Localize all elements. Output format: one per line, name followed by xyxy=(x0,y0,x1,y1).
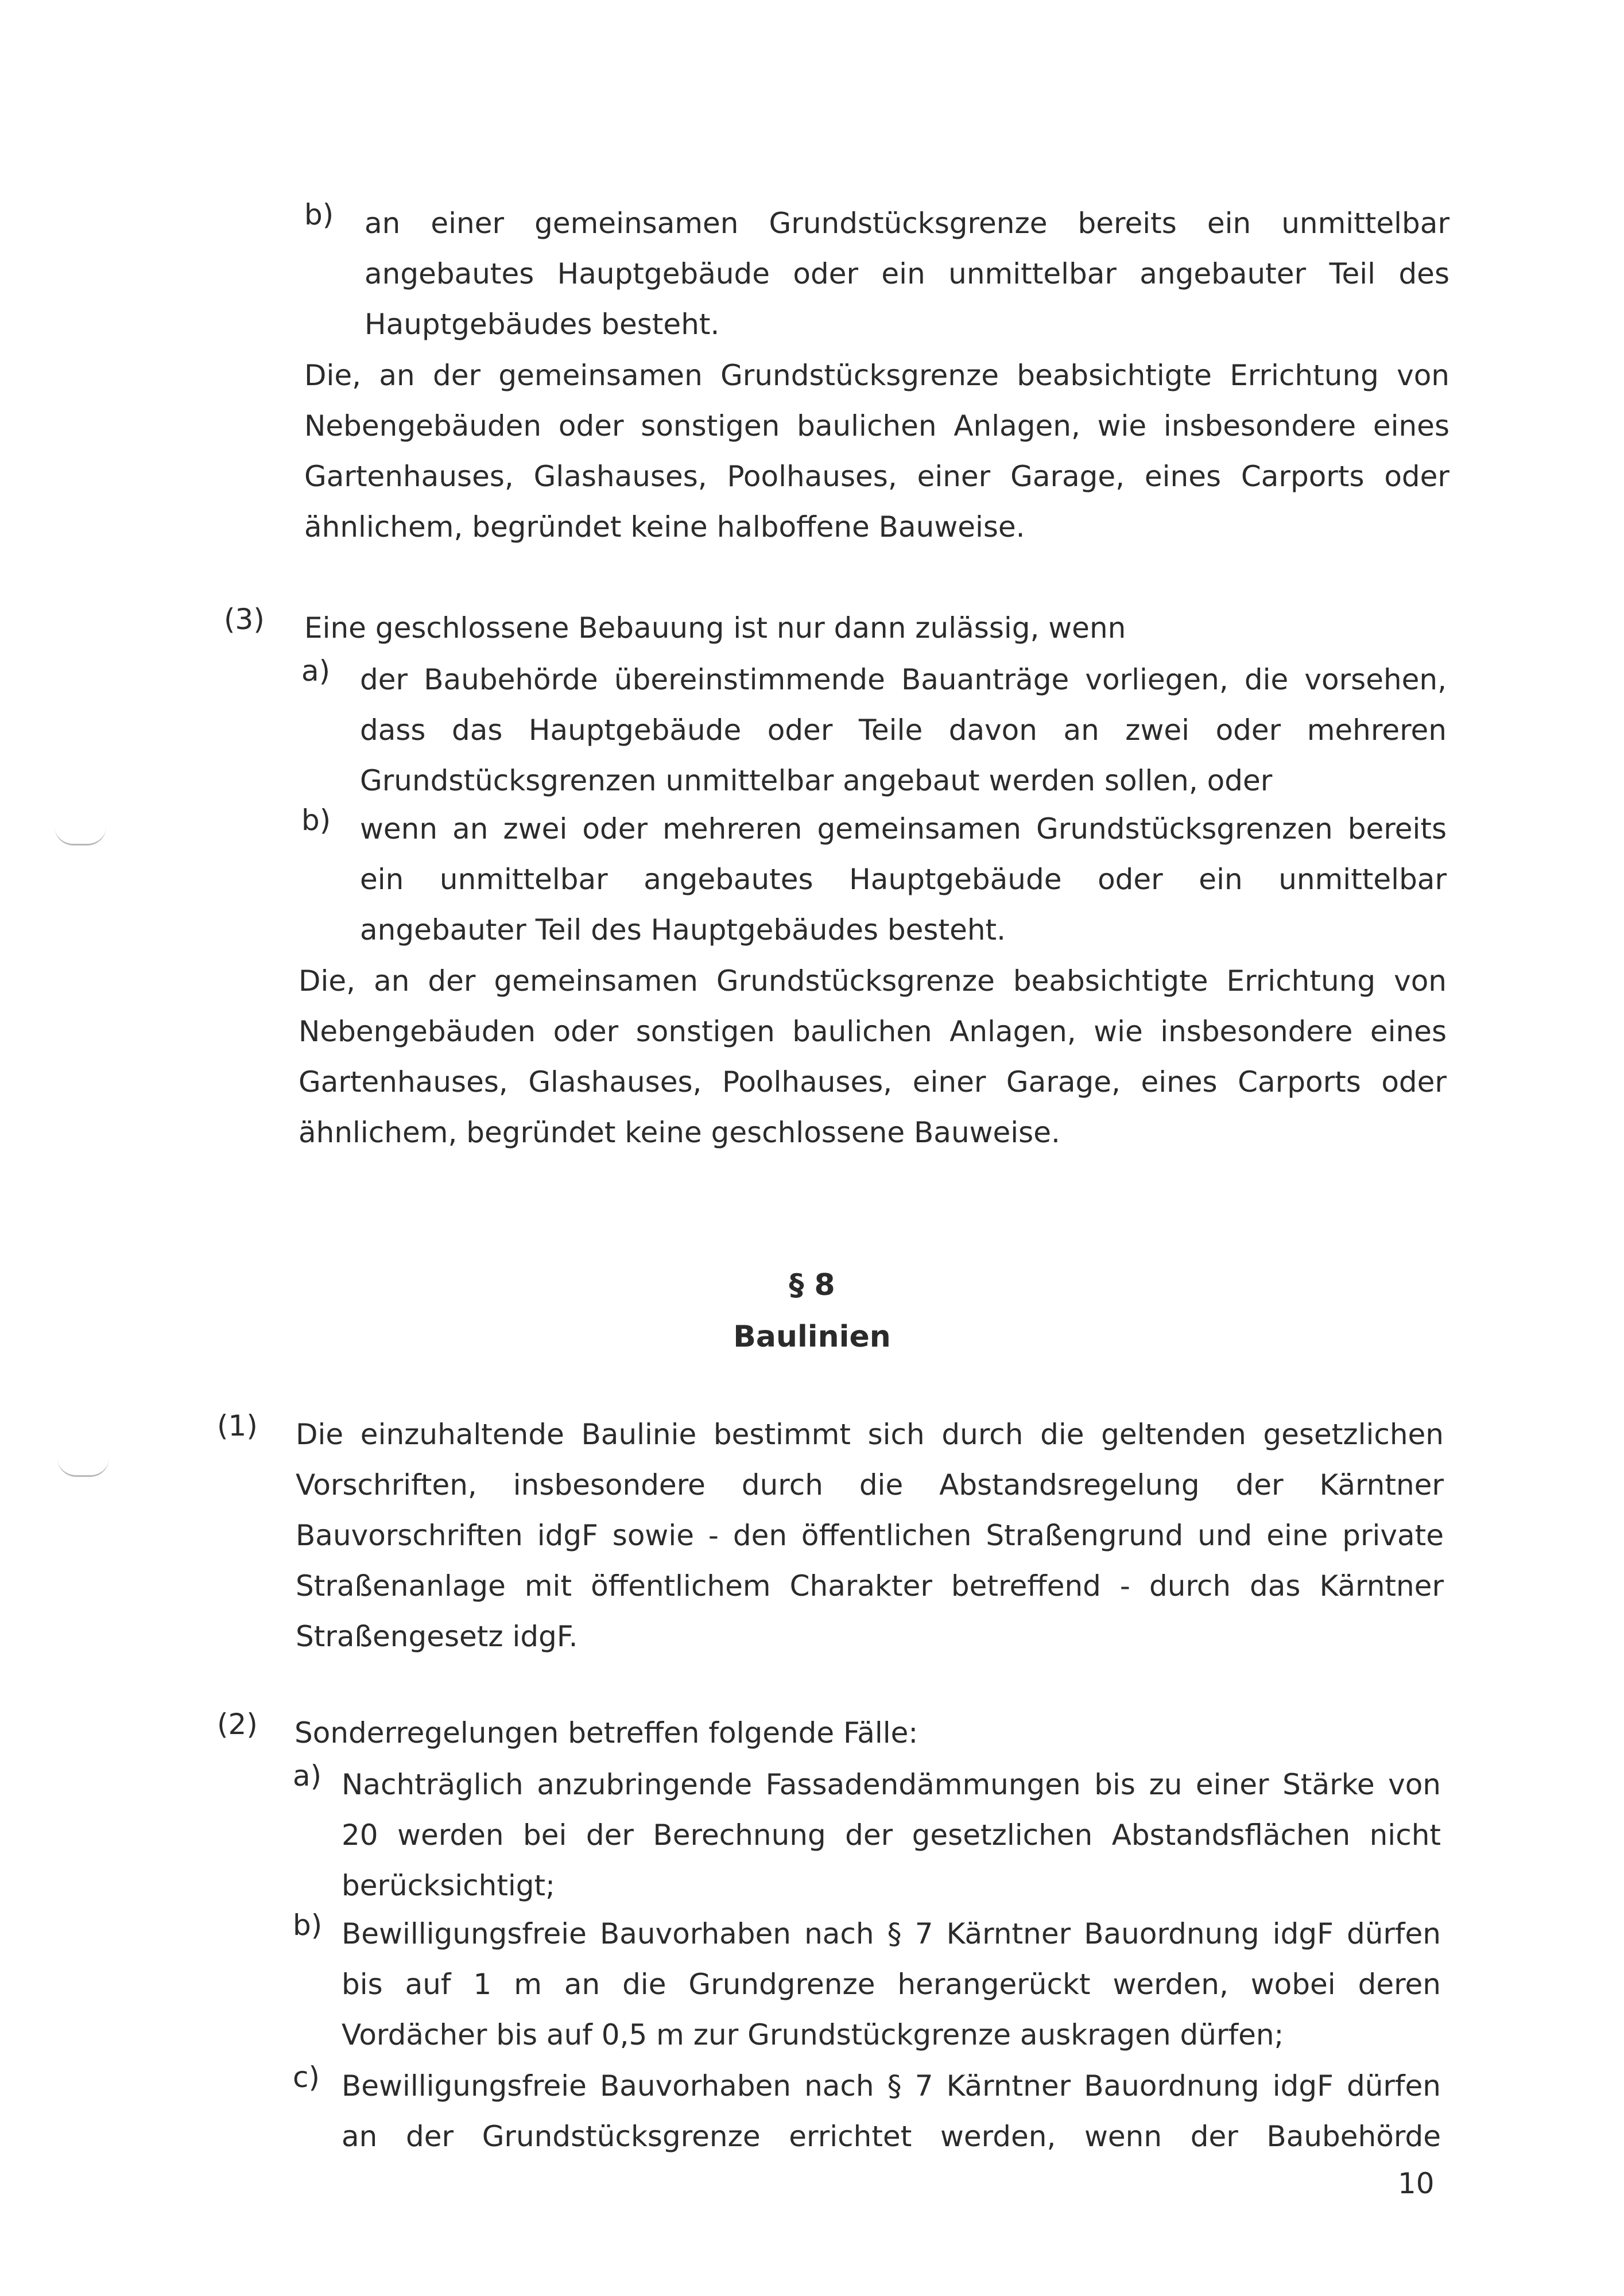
list-item-sec7-3b xyxy=(301,804,1447,955)
list-marker: c) xyxy=(293,2061,320,2094)
scan-mark-upper xyxy=(55,827,106,846)
list-item-sec7-b xyxy=(304,198,1449,350)
list-marker: b) xyxy=(304,198,334,231)
list-item-sec8-2c xyxy=(293,2061,1441,2162)
paragraph-intro: Eine geschlossene Bebauung ist nur dann zulässig, wenn xyxy=(304,611,1126,645)
paragraph-text: Die einzuhaltende Baulinie bestimmt sich durch die geltenden gesetzlichen Vorschriften, insbesondere durch die Abstandsregelung der Kärntner Bauvorschriften idgF sowie - den öffentlichen Straßengrund und eine private Straßenanlage mit öffentlichem Charakter betreffend - durch das Kärntner Straßengesetz idgF. xyxy=(296,1418,1444,1653)
list-item-text: Bewilligungsfreie Bauvorhaben nach § 7 Kärntner Bauordnung idgF dürfen bis auf 1 m an die Grundgrenze herangerückt werden, wobei deren Vordächer bis auf 0,5 m zur Grundstückgrenze auskragen dürfen; xyxy=(342,1917,1441,2051)
list-item-text: Bewilligungsfreie Bauvorhaben nach § 7 Kärntner Bauordnung idgF dürfen an der Grundstücksgrenze errichtet werden, wenn der Baubehörde xyxy=(342,2069,1441,2153)
paragraph-marker: (1) xyxy=(217,1409,258,1442)
paragraph-marker: (2) xyxy=(217,1708,258,1741)
list-item-sec8-2a xyxy=(293,1759,1441,1911)
page-number: 10 xyxy=(1398,2167,1435,2200)
sec8-para1 xyxy=(217,1409,1444,1662)
list-item-sec8-2b xyxy=(293,1909,1441,2060)
list-marker: b) xyxy=(293,1909,323,1942)
sec7-para3 xyxy=(224,603,1449,653)
sec7-para2-note: Die, an der gemeinsamen Grundstücksgrenze beabsichtigte Errichtung von Nebengebäuden oder sonstigen baulichen Anlagen, wie insbesondere eines Gartenhauses, Glashauses, Poolhauses, einer Garage, eines Carports oder ähnlichem, begründet keine halboffene Bauweise. xyxy=(304,359,1449,544)
paragraph-marker: (3) xyxy=(224,603,265,636)
list-marker: a) xyxy=(301,654,331,688)
scan-mark-lower xyxy=(57,1458,109,1477)
list-item-text: an einer gemeinsamen Grundstücksgrenze bereits ein unmittelbar angebautes Hauptgebäude oder ein unmittelbar angebauter Teil des Hauptgebäudes besteht. xyxy=(365,207,1449,341)
list-item-text: wenn an zwei oder mehreren gemeinsamen Grundstücksgrenzen bereits ein unmittelbar angebautes Hauptgebäude oder ein unmittelbar angebauter Teil des Hauptgebäudes besteht. xyxy=(360,812,1447,947)
paragraph-intro: Sonderregelungen betreffen folgende Fälle: xyxy=(294,1716,918,1750)
list-marker: a) xyxy=(293,1759,322,1793)
list-marker: b) xyxy=(301,804,331,837)
section-number: § 8 xyxy=(789,1268,835,1302)
sec7-para3-note: Die, an der gemeinsamen Grundstücksgrenze beabsichtigte Errichtung von Nebengebäuden oder sonstigen baulichen Anlagen, wie insbesondere eines Gartenhauses, Glashauses, Poolhauses, einer Garage, eines Carports oder ähnlichem, begründet keine geschlossene Bauweise. xyxy=(299,964,1447,1149)
sec8-para2 xyxy=(217,1708,1444,1758)
list-item-text: Nachträglich anzubringende Fassadendämmungen bis zu einer Stärke von 20 werden bei der Berechnung der gesetzlichen Abstandsflächen nicht berücksichtigt; xyxy=(342,1768,1441,1902)
list-item-text: der Baubehörde übereinstimmende Bauanträge vorliegen, die vorsehen, dass das Hauptgebäude oder Teile davon an zwei oder mehreren Grundstücksgrenzen unmittelbar angebaut werden sollen, oder xyxy=(360,663,1447,797)
list-item-sec7-3a xyxy=(301,654,1447,806)
section-title: Baulinien xyxy=(733,1320,891,1354)
